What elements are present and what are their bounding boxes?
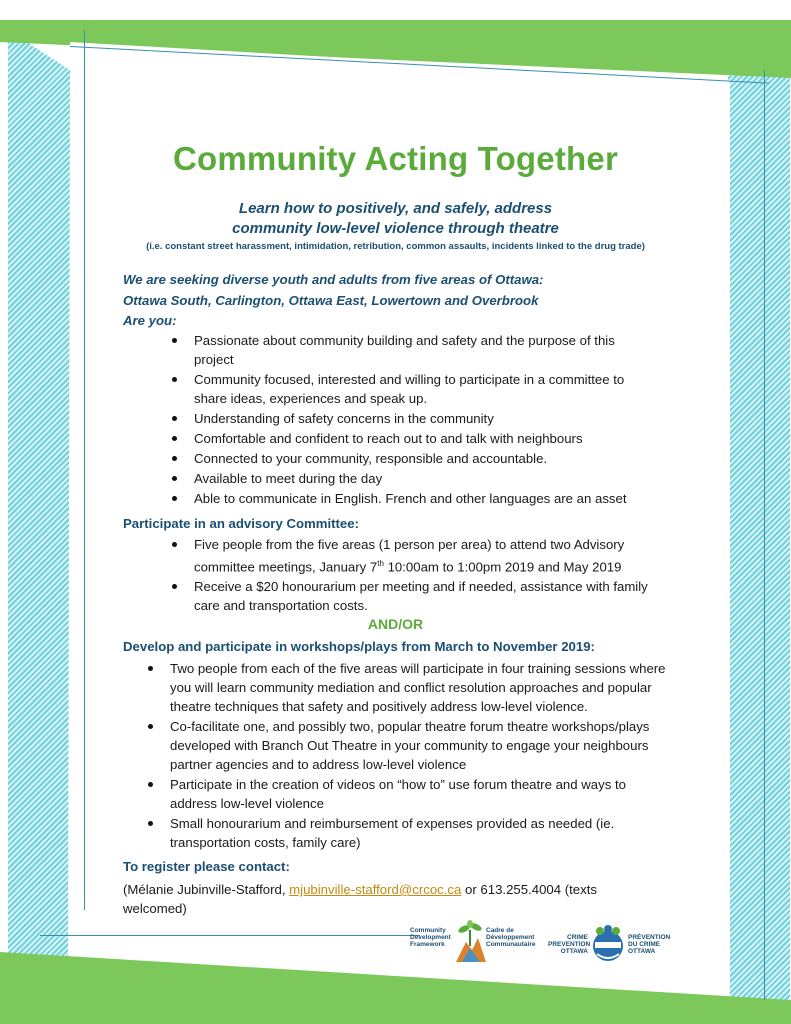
list-item: Passionate about community building and safety and the purpose of this project bbox=[170, 331, 650, 369]
contact-info bbox=[123, 880, 643, 918]
logo-word: OTTAWA bbox=[560, 948, 588, 955]
list-item: Connected to your community, responsible and accountable. bbox=[170, 449, 650, 468]
community-development-framework-logo bbox=[408, 920, 538, 964]
contact-suffix: or 613.255.4004 (texts welcomed) bbox=[123, 882, 597, 916]
list-item bbox=[170, 535, 670, 576]
page-title: Community Acting Together bbox=[173, 140, 618, 177]
list-item: Available to meet during the day bbox=[170, 469, 650, 488]
logo-word: CRIME bbox=[567, 934, 588, 941]
advisory-bullet-text: Five people from the five areas (1 person per area) to attend two Advisory committee meetings, January 7 bbox=[194, 537, 625, 575]
email-link[interactable]: mjubinville-stafford@crcoc.ca bbox=[289, 882, 462, 897]
logo-word: Développement bbox=[486, 934, 535, 941]
list-item: Comfortable and confident to reach out to and talk with neighbours bbox=[170, 429, 650, 448]
logo-text-fr bbox=[628, 934, 670, 955]
and-or-divider: AND/OR bbox=[367, 616, 424, 632]
list-item: Participate in the creation of videos on “how to” use forum theatre and ways to address low-level violence bbox=[146, 775, 674, 813]
list-item: Small honourarium and reimbursement of expenses provided as needed (ie. transportation costs, family care) bbox=[146, 814, 674, 852]
list-item: Two people from each of the five areas will participate in four training sessions where you will learn community mediation and conflict resolution approaches and popular theatre techniques that safety and positively address low-level violence. bbox=[146, 659, 674, 716]
logo-word: PREVENTION bbox=[548, 941, 591, 948]
advisory-bullet-text: 10:00am to 1:00pm 2019 and May 2019 bbox=[383, 559, 622, 575]
register-heading: To register please contact: bbox=[123, 859, 290, 874]
examples-note: (i.e. constant street harassment, intimidation, retribution, common assaults, incidents linked to the drug trade) bbox=[146, 241, 645, 252]
list-item: Receive a $20 honourarium per meeting and if needed, assistance with family care and transportation costs. bbox=[170, 577, 670, 615]
are-you-list bbox=[170, 331, 650, 509]
logo-text-en bbox=[410, 927, 451, 948]
seeking-line-2: Ottawa South, Carlington, Ottawa East, Lowertown and Overbrook bbox=[123, 293, 539, 308]
logo-word: PRÉVENTION bbox=[628, 934, 671, 941]
seeking-line-1: We are seeking diverse youth and adults from five areas of Ottawa: bbox=[123, 272, 544, 287]
logo-text-en bbox=[548, 934, 591, 955]
list-item: Community focused, interested and willing to participate in a committee to share ideas, experiences and speak up. bbox=[170, 370, 650, 408]
advisory-list bbox=[170, 535, 670, 616]
list-item: Able to communicate in English. French and other languages are an asset bbox=[170, 489, 650, 508]
logo-word: OTTAWA bbox=[628, 948, 656, 955]
people-icon bbox=[591, 924, 625, 962]
subtitle-line-2: community low-level violence through theatre bbox=[232, 220, 559, 237]
sprout-icon bbox=[452, 920, 488, 964]
contact-prefix: (Mélanie Jubinville-Stafford, bbox=[123, 882, 290, 897]
logo-word: Communautaire bbox=[486, 941, 536, 948]
logo-word: DU CRIME bbox=[628, 941, 661, 948]
subtitle-line-1: Learn how to positively, and safely, address bbox=[238, 200, 553, 217]
logo-word: Framework bbox=[410, 941, 445, 948]
workshops-heading: Develop and participate in workshops/plays from March to November 2019: bbox=[123, 639, 595, 654]
crime-prevention-ottawa-logo bbox=[548, 924, 670, 964]
logo-word: Cadre de bbox=[486, 927, 514, 934]
list-item: Co-facilitate one, and possibly two, popular theatre forum theatre workshops/plays developed with Branch Out Theatre in your community to engage your neighbours partner agencies and to address low-level violence bbox=[146, 717, 674, 774]
are-you-heading: Are you: bbox=[123, 313, 177, 328]
logo-word: Community bbox=[410, 927, 446, 934]
logo-text-fr bbox=[486, 927, 535, 948]
advisory-heading: Participate in an advisory Committee: bbox=[123, 516, 359, 531]
list-item: Understanding of safety concerns in the community bbox=[170, 409, 650, 428]
date-suffix: th bbox=[377, 559, 384, 568]
logo-word: Development bbox=[410, 934, 451, 941]
workshops-list bbox=[146, 659, 674, 853]
